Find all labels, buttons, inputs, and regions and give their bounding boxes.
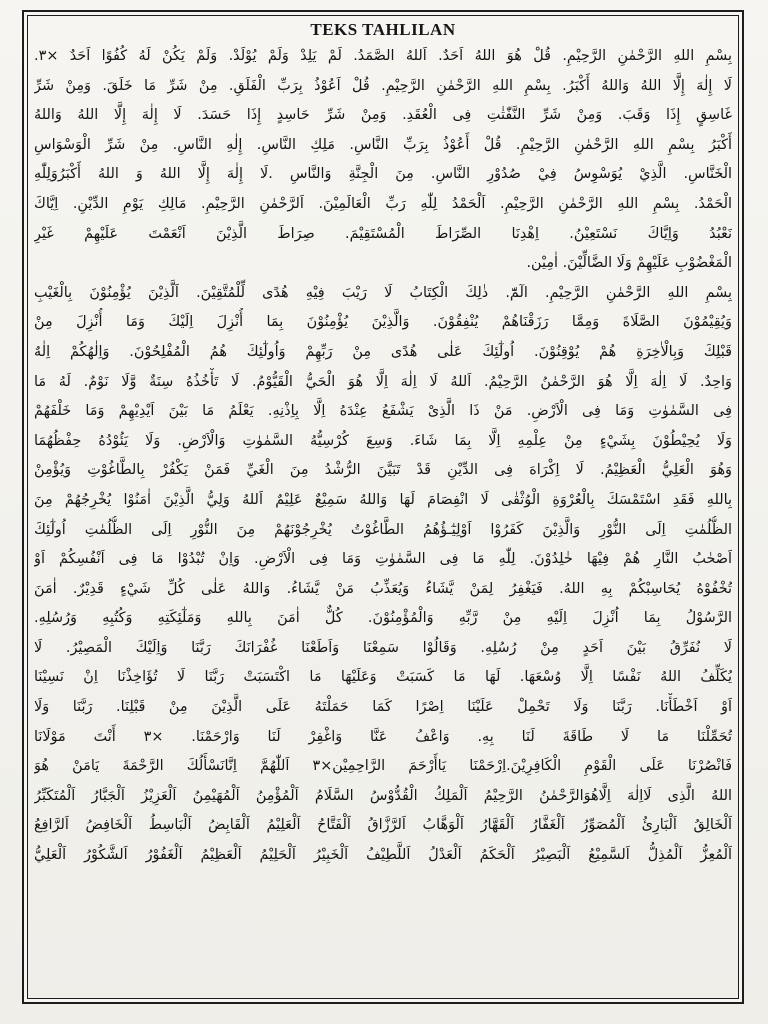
text-line: الرَّسُوْلُ بِمَا اُنْزِلَ اِلَيْهِ مِنْ رَّبِّهِ وَالْمُؤْمِنُوْنَ. كُلٌّ اٰمَنَ بِاللهِ وَمَلٰٓئِكَتِهِ وَكُتُبِهِ وَرُسُلِهِ.: [34, 610, 732, 627]
text-line: اَوْ اَخْطَأْنَا. رَبَّنَا وَلَا تَحْمِلْ عَلَيْنَا اِصْرًا كَمَا حَمَلْتَهُ عَلَى الَّذِيْنَ مِنْ قَبْلِنَا. رَبَّنَا وَلَا: [34, 699, 732, 716]
text-line: تُخْفُوْهُ يُحَاسِبْكُمْ بِهِ اللهُ. فَيَغْفِرُ لِمَنْ يَّشَاءُ وَيُعَذِّبُ مَنْ يَّشَاءُ. وَاللهُ عَلٰى كُلِّ شَيْءٍ قَدِيْرٌ. اٰمَنَ: [34, 580, 732, 597]
arabic-text-body: [24, 42, 742, 871]
text-line: غَاسِقٍ إِذَا وَقَبَ. وَمِنْ شَرِّ النَّفّٰثٰتِ فِى الْعُقَدِ. وَمِنْ شَرِّ حَاسِدٍ إِذَا حَسَدَ. لَا إِلٰهَ إِلَّا اللهُ وَاللهُ: [34, 107, 732, 124]
text-line: نَعْبُدُ وَاِيَّاكَ نَسْتَعِيْنُ. اِهْدِنَا الصِّرَاطَ الْمُسْتَقِيْمَ. صِرَاطَ الَّذِيْنَ اَنْعَمْتَ عَلَيْهِمْ غَيْرِ: [34, 225, 732, 242]
page-border-frame: [22, 10, 744, 1004]
text-line: بِسْمِ اللهِ الرَّحْمٰنِ الرَّحِيْمِ. قُلْ هُوَ اللهُ اَحَدٌ. اَللهُ الصَّمَدُ. لَمْ يَلِدْ وَلَمْ يُوْلَدْ. وَلَمْ يَكُنْ لَهُ كُفُوًا اَحَدٌ ×٣.: [34, 48, 732, 64]
text-line: تُحَمِّلْنَا مَا لَا طَاقَةَ لَنَا بِهِ. وَاعْفُ عَنَّا وَاغْفِرْ لَنَا وَارْحَمْنَا. ×٣ أَنْتَ مَوْلَانَا: [34, 728, 732, 745]
text-line: لَا نُفَرِّقُ بَيْنَ اَحَدٍ مِنْ رُسُلِهِ. وَقَالُوْا سَمِعْنَا وَاَطَعْنَا غُفْرَانَكَ رَبَّنَا وَاِلَيْكَ الْمَصِيْرُ. لَا: [34, 639, 732, 656]
text-line: الْمَغْضُوْبِ عَلَيْهِمْ وَلَا الضَّالِّيْنَ. اٰمِيْن.: [526, 255, 732, 272]
text-line: اَلْخَالِقُ اَلْبَارِئُ اَلْمُصَوِّرُ اَلْغَفَّارُ اَلْقَهَّارُ اَلْوَهَّابُ اَلرَّزَّاقُ اَلْفَتَّاحُ اَلْعَلِيْمُ اَلْقَابِضُ اَلْبَاسِطُ اَلْخَافِضُ اَلرَّافِعُ: [34, 817, 732, 834]
text-line: يُكَلِّفُ اللهُ نَفْسًا اِلَّا وُسْعَهَا. لَهَا مَا كَسَبَتْ وَعَلَيْهَا مَا اكْتَسَبَتْ رَبَّنَا لَا تُؤَاخِذْنَا اِنْ نَسِيْنَا: [34, 669, 732, 686]
text-line: قَبْلِكَ وَبِالْاٰخِرَةِ هُمْ يُوْقِنُوْنَ. اُولٰٓئِكَ عَلٰى هُدًى مِنْ رَبِّهِمْ وَاُولٰٓئِكَ هُمُ الْمُفْلِحُوْنَ. وَاِلٰهُكُمْ اِلٰهٌ: [34, 343, 732, 360]
text-line: وَهُوَ الْعَلِيُّ الْعَظِيْمُ. لَا اِكْرَاهَ فِى الدِّيْنِ قَدْ تَبَيَّنَ الرُّشْدُ مِنَ الْغَيِّ فَمَنْ يَكْفُرْ بِالطَّاغُوْتِ وَيُؤْمِنْ: [34, 462, 732, 479]
text-line: فَانْصُرْنَا عَلَى الْقَوْمِ الْكَافِرِيْنَ.اِرْحَمْنَا يَاأَرْحَمَ الرَّاحِمِيْن×٣ اَللّٰهُمَّ اِنَّانَسْأَلُكَ الرَّحْمَةَ يَامَنْ هُوَ: [34, 758, 732, 775]
text-line: الظُّلُمٰتِ اِلَى النُّوْرِ وَالَّذِيْنَ كَفَرُوْا اَوْلِيٰٓـؤُهُمُ الطَّاغُوْتُ يُخْرِجُوْنَهُمْ مِنَ النُّوْرِ اِلَى الظُّلُمٰتِ اُولٰٓئِكَ: [34, 521, 732, 538]
text-line: وَاحِدٌ. لَا اِلٰهَ اِلَّا هُوَ الرَّحْمٰنُ الرَّحِيْمُ. اَللهُ لَا اِلٰهَ اِلَّا هُوَ الْحَيُّ الْقَيُّوْمُ. لَا تَأْخُذُهُ سِنَةٌ وَّلَا نَوْمٌ. لَهُ مَا: [34, 373, 732, 390]
text-line: أَكْبَرُ بِسْمِ اللهِ الرَّحْمٰنِ الرَّحِيْمِ. قُلْ أَعُوْذُ بِرَبِّ النَّاسِ. مَلِكِ النَّاسِ. إِلٰهِ النَّاسِ. مِنْ شَرِّ الْوَسْوَاسِ: [34, 136, 732, 153]
text-line: الْخَنَّاسِ. الَّذِيْ يُوَسْوِسُ فِيْ صُدُوْرِ النَّاسِ. مِنَ الْجِنَّةِ وَالنَّاسِ .لَا إِلٰهَ إِلَّا اللهُ وَ اللهُ أَكْبَرُوَلِلّٰهِ: [34, 166, 732, 183]
text-line: الْحَمْدُ. بِسْمِ اللهِ الرَّحْمٰنِ الرَّحِيْمِ. اَلْحَمْدُ لِلّٰهِ رَبِّ الْعَالَمِيْنَ. اَلرَّحْمٰنِ الرَّحِيْمِ. مَالِكِ يَوْمِ الدِّيْنِ. اِيَّاكَ: [34, 195, 732, 212]
text-line: وَيُقِيْمُوْنَ الصَّلَاةَ وَمِمَّا رَزَقْنَاهُمْ يُنْفِقُوْنَ. وَالَّذِيْنَ يُؤْمِنُوْنَ بِمَا أُنْزِلَ اِلَيْكَ وَمَا أُنْزِلَ مِنْ: [34, 314, 732, 331]
text-line: اللهُ الَّذِى لَااِلٰهَ اِلَّاهُوَالرَّحْمٰنُ الرَّحِيْمُ اَلْمَلِكُ الْقُدُّوْسُ السَّلَامُ اَلْمُؤْمِنُ اَلْمُهَيْمِنُ اَلْعَزِيْزُ اَلْجَبَّارُ اَلْمُتَكَبِّرُ: [34, 787, 732, 804]
page-title: TEKS TAHLILAN: [310, 20, 456, 39]
text-line: بِسْمِ اللهِ الرَّحْمٰنِ الرَّحِيْمِ. الٓمّٓ. ذٰلِكَ الْكِتَابُ لَا رَيْبَ فِيْهِ هُدًى لِّلْمُتَّقِيْنَ. اَلَّذِيْنَ يُؤْمِنُوْنَ بِالْغَيْبِ: [34, 284, 732, 301]
text-line: اَصْحٰبُ النَّارِ هُمْ فِيْهَا خٰلِدُوْنَ. لِلّٰهِ مَا فِى السَّمٰوٰتِ وَمَا فِى الْاَرْضِ. وَاِنْ تُبْدُوْا مَا فِى اَنْفُسِكُمْ اَوْ: [34, 551, 732, 568]
text-line: لَا إِلٰهَ إِلَّا اللهُ وَاللهُ أَكْبَرُ. بِسْمِ اللهِ الرَّحْمٰنِ الرَّحِيْمِ. قُلْ اَعُوْذُ بِرَبِّ الْفَلَقِ. مِنْ شَرِّ مَا خَلَقَ. وَمِنْ شَرِّ: [34, 77, 732, 94]
text-line: اَلْمُعِزُّ اَلْمُذِلُّ اَلسَّمِيْعُ اَلْبَصِيْرُ اَلْحَكَمُ اَلْعَدْلُ اَللَّطِيْفُ اَلْخَبِيْرُ اَلْحَلِيْمُ اَلْعَظِيْمُ اَلْغَفُوْرُ اَلشَّكُوْرُ اَلْعَلِيُّ: [34, 847, 732, 864]
text-line: وَلَا يُحِيْطُوْنَ بِشَيْءٍ مِنْ عِلْمِهِ اِلَّا بِمَا شَاءَ. وَسِعَ كُرْسِيُّهُ السَّمٰوٰتِ وَالْاَرْضِ. وَلَا يَئُوْدُهُ حِفْظُهُمَا: [34, 432, 732, 449]
text-line: بِاللهِ فَقَدِ اسْتَمْسَكَ بِالْعُرْوَةِ الْوُثْقٰى لَا انْفِصَامَ لَهَا وَاللهُ سَمِيْعٌ عَلِيْمٌ اَللهُ وَلِيُّ الَّذِيْنَ اٰمَنُوْا يُخْرِجُهُمْ مِنَ: [34, 491, 732, 508]
text-line: فِى السَّمٰوٰتِ وَمَا فِى الْاَرْضِ. مَنْ ذَا الَّذِىْ يَشْفَعُ عِنْدَهُ اِلَّا بِاِذْنِهِ. يَعْلَمُ مَا بَيْنَ اَيْدِيْهِمْ وَمَا خَلْفَهُمْ: [34, 403, 732, 420]
